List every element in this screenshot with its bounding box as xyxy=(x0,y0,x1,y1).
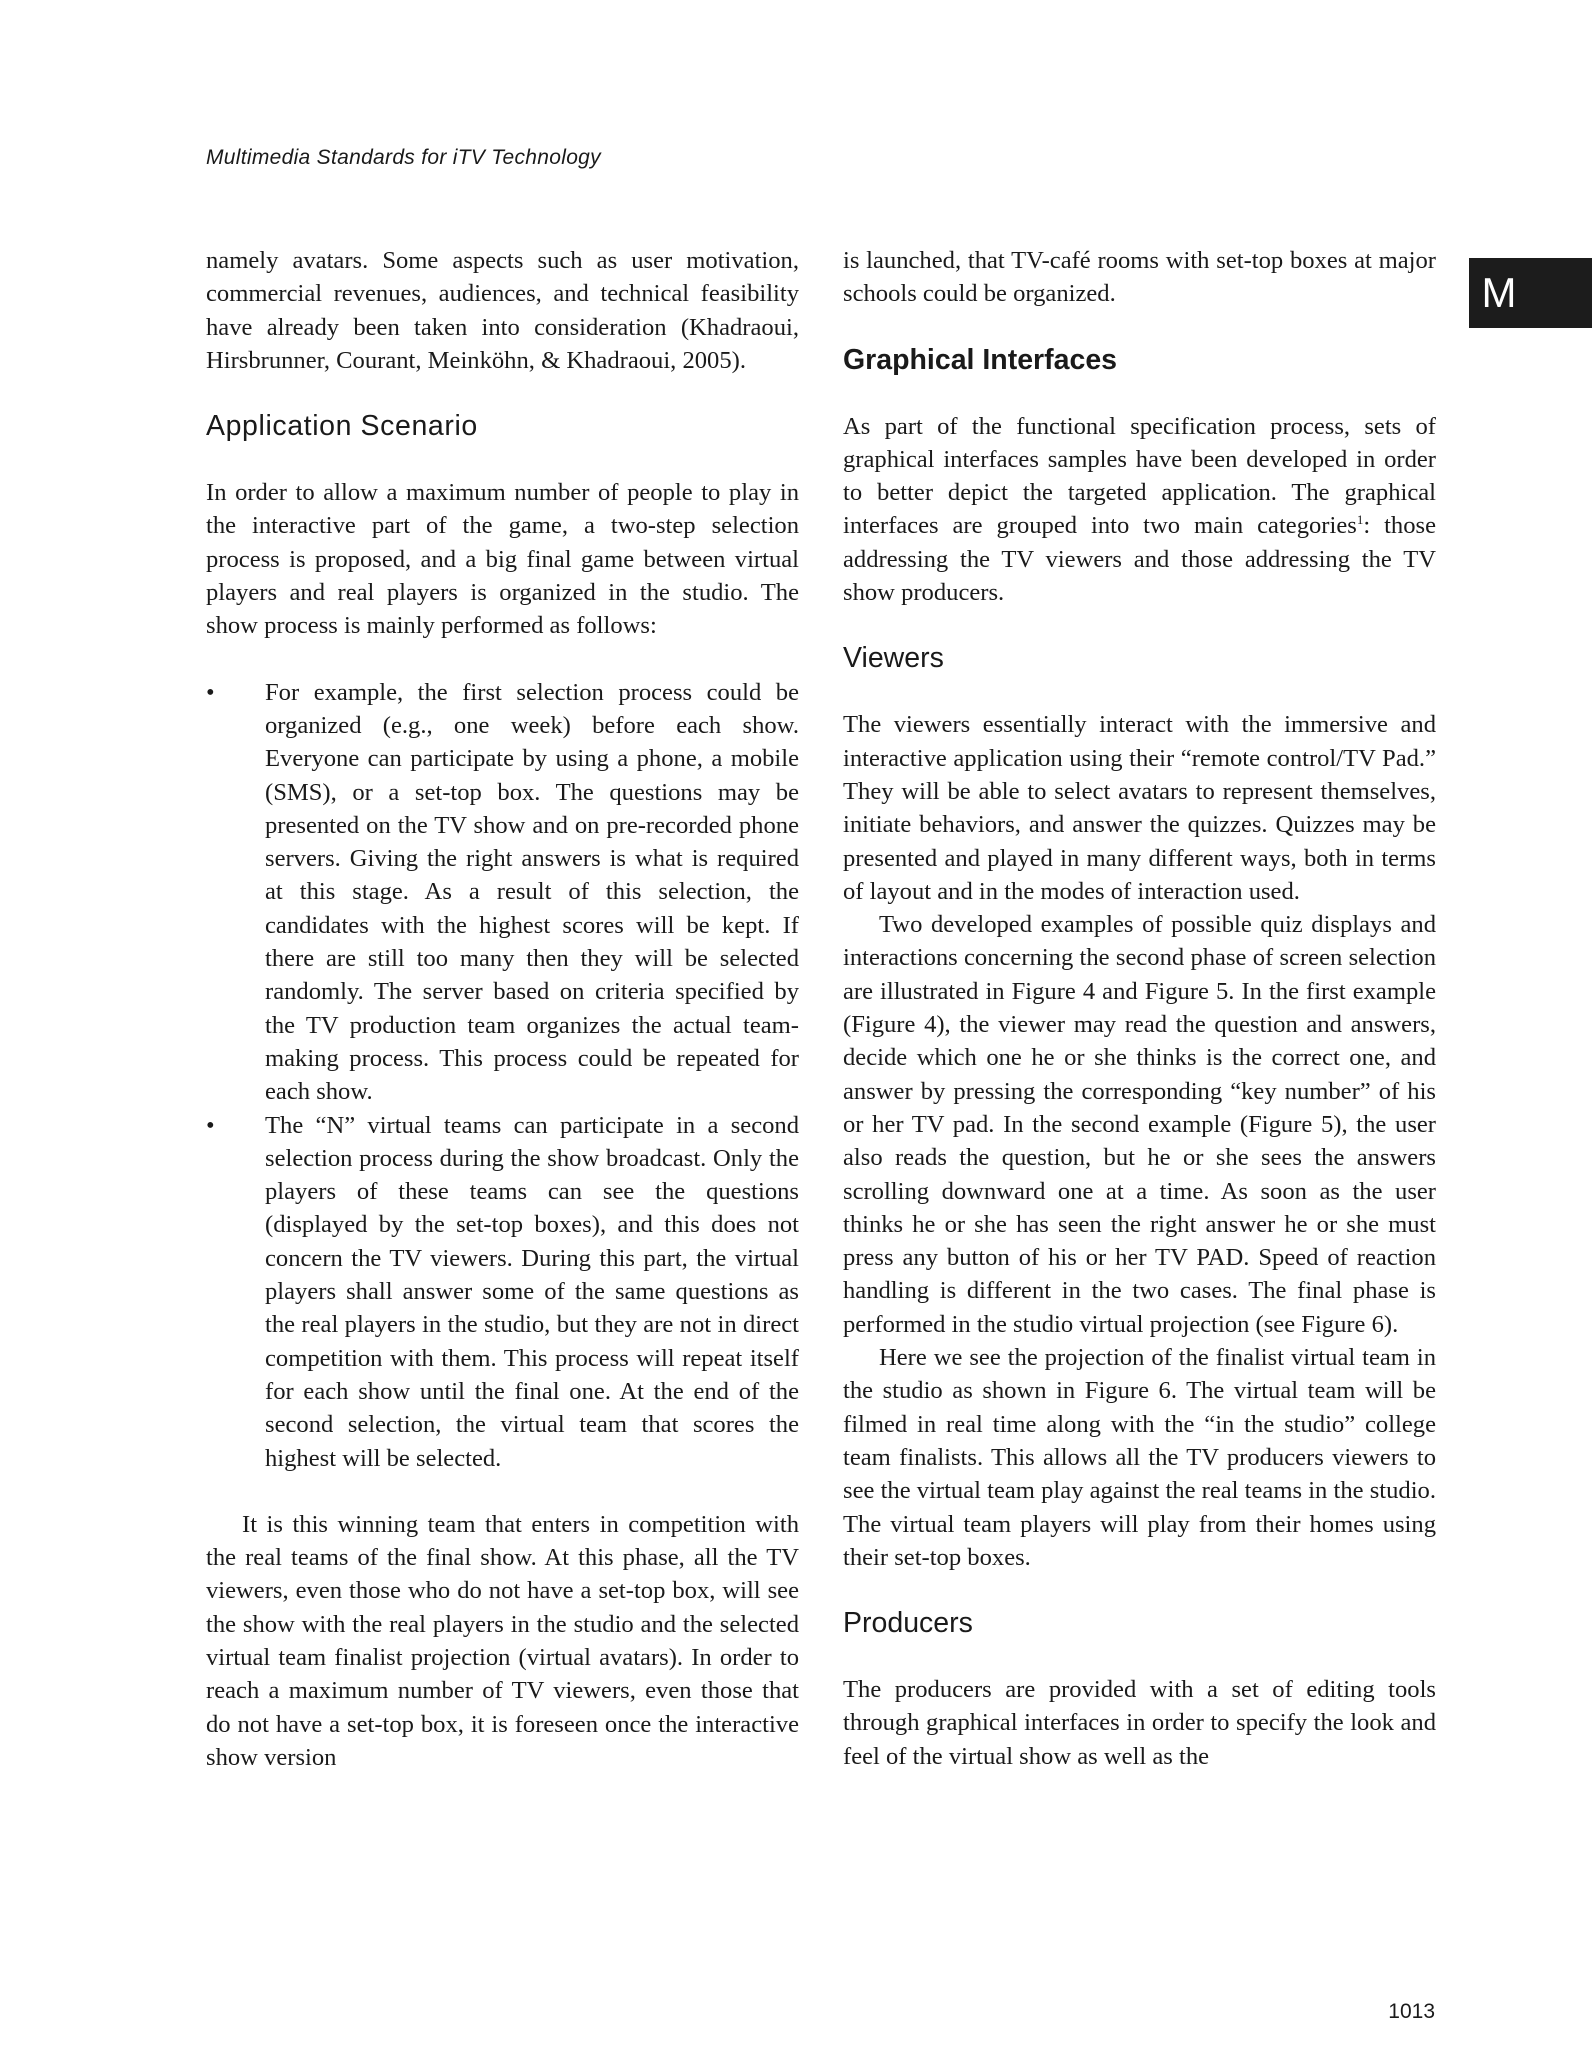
heading-producers: Producers xyxy=(843,1607,973,1640)
selection-process-list xyxy=(206,676,799,1475)
bullet-marker: • xyxy=(206,678,215,706)
heading-application-scenario: Application Scenario xyxy=(206,410,478,443)
producers-paragraph: The producers are provided with a set of editing tools through graphical interfaces in order to specify the look and feel of the virtual show as well as the xyxy=(843,1676,1436,1770)
list-item xyxy=(206,1109,799,1475)
heading-graphical-interfaces: Graphical Interfaces xyxy=(843,343,1118,376)
intro-paragraph: namely avatars. Some aspects such as user motivation, commercial revenues, audiences, and technical feasibility have already been taken into consideration (Khadraoui, Hirsbrunner, Courant, Meinköhn, & Khadraoui, 2005). xyxy=(206,247,799,374)
running-head: Multimedia Standards for iTV Technology xyxy=(206,146,601,169)
launched-paragraph: is launched, that TV-café rooms with set-top boxes at major schools could be organized. xyxy=(843,247,1436,308)
list-item-text: For example, the first selection process could be organized (e.g., one week) before each show. Everyone can participate by using a phone, a mobile (SMS), or a set-top box. The questions may be presented on the TV show and on pre-recorded phone servers. Giving the right answers is what is required at this stage. As a result of this selection, the candidates with the highest scores will be kept. If there are still too many then they will be selected randomly. The server based on criteria specified by the TV production team organizes the actual team-making process. This process could be repeated for each show. xyxy=(265,678,799,1106)
viewers-paragraph-1: The viewers essentially interact with the immersive and interactive application using their “remote control/TV Pad.” They will be able to select avatars to represent themselves, initiate behaviors, and answer the quizzes. Quizzes may be presented and played in many different ways, both in terms of layout and in the modes of interaction used. xyxy=(843,711,1436,905)
thumb-index-tab xyxy=(1469,258,1592,328)
right-column xyxy=(843,244,1436,1773)
bullet-marker: • xyxy=(206,1111,215,1139)
left-column xyxy=(206,244,799,1774)
winning-team-paragraph: It is this winning team that enters in competition with the real teams of the final show. At this phase, all the TV viewers, even those who do not have a set-top box, will see the show with the real players in the studio and the selected virtual team finalist projection (virtual avatars). In order to reach a maximum number of TV viewers, even those that do not have a set-top box, it is foreseen once the interactive show version xyxy=(206,1510,799,1771)
viewers-paragraph-2: Two developed examples of possible quiz displays and interactions concerning the second phase of screen selection are illustrated in Figure 4 and Figure 5. In the first example (Figure 4), the viewer may read the question and answers, decide which one he or she thinks is the correct one, and answer by pressing the corresponding “key number” of his or her TV pad. In the second example (Figure 5), the user also reads the question, but he or she sees the answers scrolling downward one at a time. As soon as the user thinks he or she has seen the right answer he or she must press any button of his or her TV PAD. Speed of reaction handling is different in the two cases. The final phase is performed in the studio virtual projection (see Figure 6). xyxy=(843,911,1436,1338)
page-number: 1013 xyxy=(1388,2000,1435,2023)
graphical-interfaces-paragraph xyxy=(843,410,1436,610)
list-item xyxy=(206,676,799,1109)
thumb-index-letter: M xyxy=(1481,269,1517,316)
footnote-marker: 1 xyxy=(1356,512,1364,528)
viewers-paragraph-3: Here we see the projection of the finalist virtual team in the studio as shown in Figure 6. The virtual team will be filmed in real time along with the “in the studio” college team finalists. This allows all the TV producers viewers to see the virtual team play against the real teams in the studio. The virtual team players will play from their homes using their set-top boxes. xyxy=(843,1344,1436,1571)
scenario-paragraph: In order to allow a maximum number of people to play in the interactive part of the game, a two-step selection process is proposed, and a big final game between virtual players and real players is organized in the studio. The show process is mainly performed as follows: xyxy=(206,479,799,640)
list-item-text: The “N” virtual teams can participate in a second selection process during the show broadcast. Only the players of these teams can see the questions (displayed by the set-top boxes), and this does not concern the TV viewers. During this part, the virtual players shall answer some of the same questions as the real players in the studio, but they are not in direct competition with them. This process will repeat itself for each show until the final one. At the end of the second selection, the virtual team that scores the highest will be selected. xyxy=(265,1111,799,1472)
graphical-text-part-1: As part of the functional specification process, sets of graphical interfaces samples have been developed in order to better depict the targeted application. The graphical interfaces are grouped into two main categories xyxy=(843,412,1436,540)
graphical-text-part-2: : those addressing the TV viewers and those addressing the TV show producers. xyxy=(843,512,1436,607)
heading-viewers: Viewers xyxy=(843,642,944,675)
